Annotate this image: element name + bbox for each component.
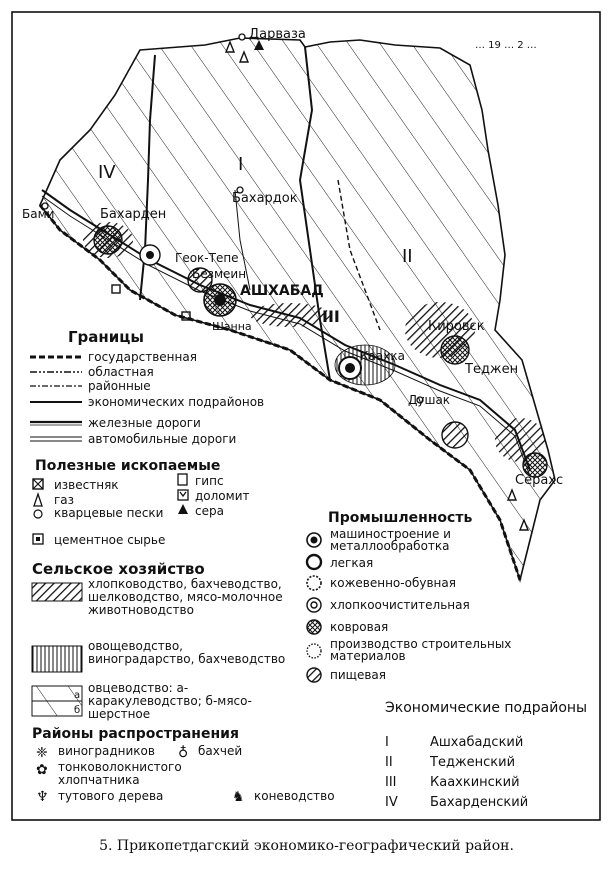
legend-ind-machine-box (330, 528, 570, 558)
legend-subregion-1-name: Ашхабадский (430, 735, 524, 750)
label-ashkhabad: АШХАБАД (240, 283, 324, 299)
numeral-IV: IV (98, 162, 116, 183)
label-shanna: Шанна (212, 320, 252, 333)
legend-subregion-4-num: IV (385, 795, 398, 810)
legend-ind-build: производство строительных материалов (330, 638, 512, 663)
legend-border-subregion: экономических подрайонов (88, 395, 265, 409)
legend-minerals-title: Полезные ископаемые (35, 458, 221, 474)
cotton-icon: ✿ (36, 762, 48, 778)
legend-mineral-gypsum: гипс (195, 474, 224, 488)
legend-dist-cotton-box (58, 761, 218, 791)
legend-mineral-gas: газ (54, 493, 75, 507)
legend-mineral-sand: кварцевые пески (54, 506, 164, 520)
label-serakhs: Серахс (515, 473, 564, 488)
legend-ind-light: легкая (330, 556, 374, 570)
melon-icon: ♁ (178, 745, 189, 761)
numeral-I: I (238, 154, 244, 175)
legend-agriculture (32, 560, 293, 724)
legend-border-state: государственная (88, 350, 197, 364)
figure-caption: 5. Прикопетдагский экономико-географический район. (99, 838, 514, 854)
legend-dist-cotton: тонковолокнистого хлопчатника (58, 761, 182, 787)
legend-mineral-sulfur: сера (195, 504, 224, 518)
label-geok-tepe: Геок-Тепе (175, 251, 239, 265)
legend-minerals (33, 458, 250, 547)
legend-road: автомобильные дороги (88, 432, 237, 446)
legend-borders (30, 328, 264, 446)
label-bakhardok: Бахардок (232, 191, 298, 206)
legend-vegetable-text: овощеводство, виноградарство, бахчеводство (88, 640, 286, 666)
legend-dist-vineyards: виноградников (58, 744, 155, 758)
legend-agriculture-title: Сельское хозяйство (32, 560, 205, 578)
legend-border-oblast: областная (88, 365, 154, 379)
label-darvaza: Дарваза (249, 27, 306, 42)
legend-ind-leather: кожевенно-обувная (330, 576, 456, 590)
label-bezmein: Безмеин (192, 267, 247, 281)
legend-border-district: районные (88, 379, 151, 393)
numeral-III: III (322, 307, 340, 326)
legend-borders-title: Границы (68, 328, 144, 346)
legend-subregions (385, 700, 587, 810)
label-dushak: Душак (408, 393, 451, 407)
legend-mineral-cement: цементное сырье (54, 533, 166, 547)
legend-railway: железные дороги (88, 416, 201, 430)
legend-subregion-3-num: III (385, 775, 397, 790)
legend-distribution-title: Районы распространения (32, 726, 239, 742)
legend-mineral-limestone: известняк (54, 478, 119, 492)
label-tedzhen: Теджен (465, 362, 519, 377)
legend-sheep-text: овцеводство: а-каракулеводство; б-мясо-шерстное (88, 682, 252, 721)
legend-subregion-3-name: Каахкинский (430, 775, 520, 790)
legend-subregion-2-name: Теджeнский (430, 755, 516, 770)
legend-dist-horses: коневодство (254, 789, 335, 803)
legend-industry (307, 510, 570, 682)
legend-subregion-4-name: Бахарденский (430, 795, 529, 810)
label-kaakha: Каахка (360, 349, 405, 363)
legend-sheep-a: а (74, 690, 81, 701)
legend-mineral-dolomite: доломит (195, 489, 250, 503)
legend-dist-melons: бахчей (198, 744, 243, 758)
label-bami: Бами (22, 207, 55, 221)
horse-icon: ♞ (232, 789, 245, 805)
legend-subregion-1-num: I (385, 735, 389, 750)
legend-vegetable-text-box (88, 640, 293, 682)
legend-ind-carpet: ковровая (330, 620, 389, 634)
legend-sheep-b: б (74, 705, 81, 716)
mulberry-icon: ♆ (36, 789, 49, 805)
legend-ind-food: пищевая (330, 668, 386, 682)
legend-distribution (32, 726, 335, 805)
legend-sheep-text-box (88, 682, 293, 724)
legend-subregions-title: Экономические подрайоны (385, 700, 588, 716)
legend-ind-cotton: хлопкоочистительная (330, 598, 470, 612)
label-top-note: … 19 … 2 … (475, 40, 537, 51)
legend-ind-machine: машиностроение и металлообработка (330, 528, 451, 553)
legend-industry-title: Промышленность (328, 510, 473, 526)
legend-dist-mulberry: тутового дерева (58, 789, 164, 803)
legend-ind-build-box (330, 638, 560, 668)
legend-cotton-text: хлопководство, бахчеводство, шелководство, мясо-молочное животноводство (88, 578, 283, 617)
legend-cotton-text-box (88, 578, 288, 642)
label-kirovsk: Кировск (428, 319, 485, 334)
legend-subregion-2-num: II (385, 755, 393, 770)
label-bakharden: Бахарден (100, 207, 167, 222)
numeral-II: II (402, 246, 413, 267)
grape-icon: ❈ (36, 745, 48, 761)
